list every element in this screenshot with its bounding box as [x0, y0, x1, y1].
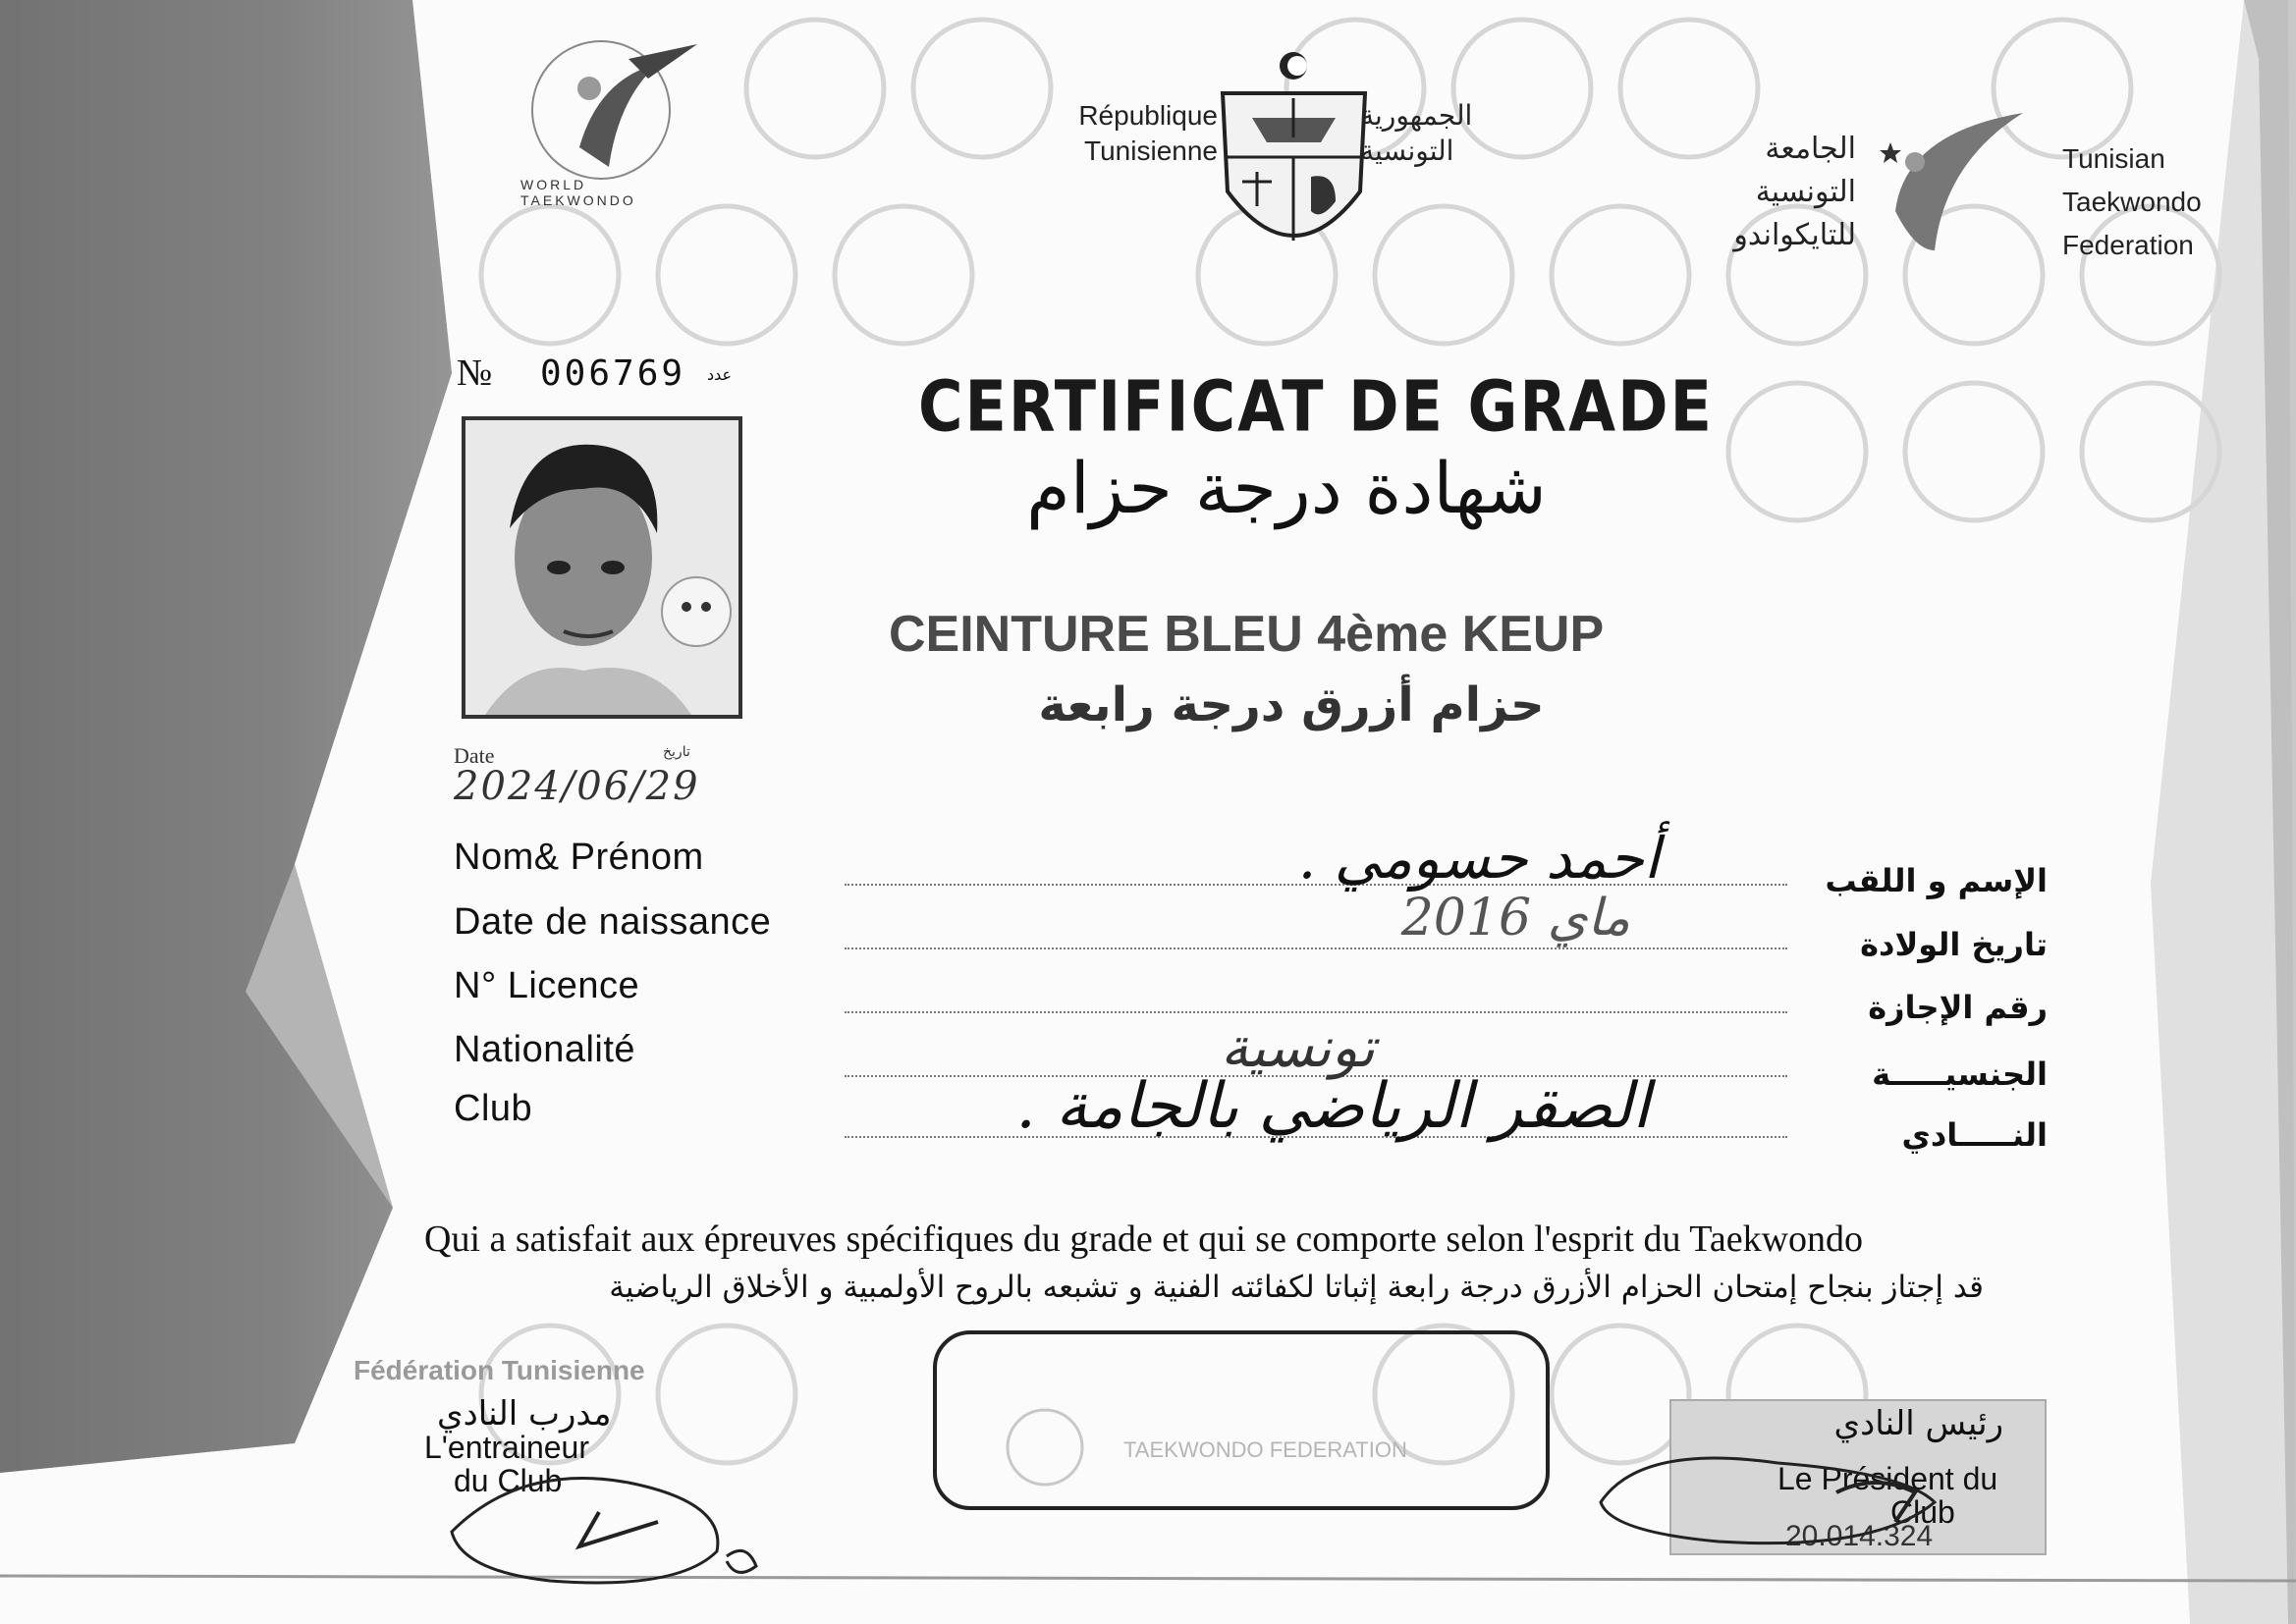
- coach-title-fr-2: du Club: [454, 1463, 563, 1498]
- certificate-title-ar: شهادة درجة حزام: [1026, 447, 1547, 529]
- federation-en-line2: Taekwondo: [2062, 187, 2202, 217]
- field-licence-label-ar: رقم الإجازة: [1868, 989, 2048, 1026]
- field-licence-label: N° Licence: [454, 965, 640, 1006]
- certificate-number-ar: عدد: [707, 365, 733, 384]
- republic-ar-line1: الجمهورية: [1360, 99, 1473, 132]
- republic-ar: [1360, 98, 1498, 169]
- field-club-label: Club: [454, 1088, 533, 1129]
- federation-en: [2062, 137, 2202, 267]
- field-birthdate-line: [845, 947, 1787, 949]
- coach-stamp: Fédération Tunisienne: [354, 1355, 645, 1385]
- president-title-fr-1: Le Président du: [1777, 1461, 1998, 1496]
- certificate-title-fr: CERTIFICAT DE GRADE: [918, 365, 1714, 448]
- republic-ar-line2: التونسية: [1360, 135, 1454, 167]
- field-licence-line: [845, 1011, 1787, 1013]
- coach-signature-icon: [432, 1443, 786, 1600]
- federation-ar-line3: للتايكواندو: [1733, 218, 1856, 252]
- field-name-value: أحمد حسومي .: [1297, 825, 1660, 892]
- federation-en-line1: Tunisian: [2062, 143, 2165, 174]
- president-stamp-id: 20.014.324: [1785, 1520, 1934, 1552]
- wt-logo-text: WORLD TAEKWONDO: [520, 177, 636, 208]
- photo-date-label: Date: [454, 743, 495, 768]
- center-stamp-emblem-icon: [996, 1403, 1094, 1491]
- field-birthdate-value: ماي 2016: [1400, 889, 1630, 947]
- grade-title-fr: CEINTURE BLEU 4ème KEUP: [889, 606, 1605, 663]
- field-birthdate-label-ar: تاريخ الولادة: [1860, 926, 2048, 963]
- student-photo: [462, 416, 742, 719]
- grade-title-ar: حزام أزرق درجة رابعة: [1038, 677, 1545, 732]
- field-club-label-ar: النـــــادي: [1901, 1116, 2048, 1154]
- field-name-label-ar: الإسم و اللقب: [1825, 862, 2048, 899]
- president-signature-icon: [1581, 1434, 1994, 1561]
- world-taekwondo-logo: [511, 20, 707, 216]
- photo-date-value: 2024/06/29: [454, 764, 700, 809]
- republic-fr-line2: Tunisienne: [1084, 135, 1218, 166]
- federation-logo: [1866, 103, 2043, 260]
- statement-ar: قد إجتاز بنجاح إمتحان الحزام الأزرق درجة رابعة إثباتا لكفائته الفنية و تشبعه بالروح الأولمبية و الأخلاق الرياضية: [609, 1270, 1984, 1305]
- field-nationality-value: تونسية: [1221, 1016, 1375, 1080]
- field-name-label: Nom& Prénom: [454, 837, 704, 878]
- field-club-value: الصقر الرياضي بالجامة .: [1015, 1070, 1650, 1143]
- portrait-icon: [465, 420, 738, 715]
- republic-fr-line1: République: [1078, 100, 1218, 131]
- federation-en-line3: Federation: [2062, 230, 2194, 260]
- center-stamp-box: [933, 1330, 1550, 1510]
- coach-title-ar: مدرب النادي: [437, 1394, 612, 1434]
- tunisia-coat-of-arms: [1213, 44, 1375, 275]
- coach-title-fr-1: L'entraineur: [424, 1430, 589, 1465]
- center-stamp-text: TAEKWONDO FEDERATION: [1123, 1437, 1407, 1462]
- federation-ar: [1669, 128, 1856, 257]
- federation-ar-line1: الجامعة: [1765, 132, 1856, 166]
- field-nationality-label-ar: الجنسيـــــة: [1872, 1056, 2048, 1093]
- field-nationality-label: Nationalité: [454, 1029, 636, 1070]
- certificate-number-prefix: №: [457, 352, 493, 394]
- coat-of-arms-icon: [1213, 44, 1375, 275]
- republic-fr: [1041, 98, 1218, 169]
- certificate-number: 006769: [540, 353, 686, 394]
- field-birthdate-label: Date de naissance: [454, 901, 772, 943]
- photo-date-label-ar: تاريخ: [663, 744, 690, 760]
- federation-ar-line2: التونسية: [1755, 175, 1856, 209]
- president-title-fr-2: Club: [1890, 1494, 1955, 1530]
- statement-fr: Qui a satisfait aux épreuves spécifiques du grade et qui se comporte selon l'esprit du Taekwondo: [424, 1218, 1864, 1260]
- president-title-ar: رئيس النادي: [1833, 1404, 2003, 1443]
- federation-emblem-icon: [1866, 103, 2043, 260]
